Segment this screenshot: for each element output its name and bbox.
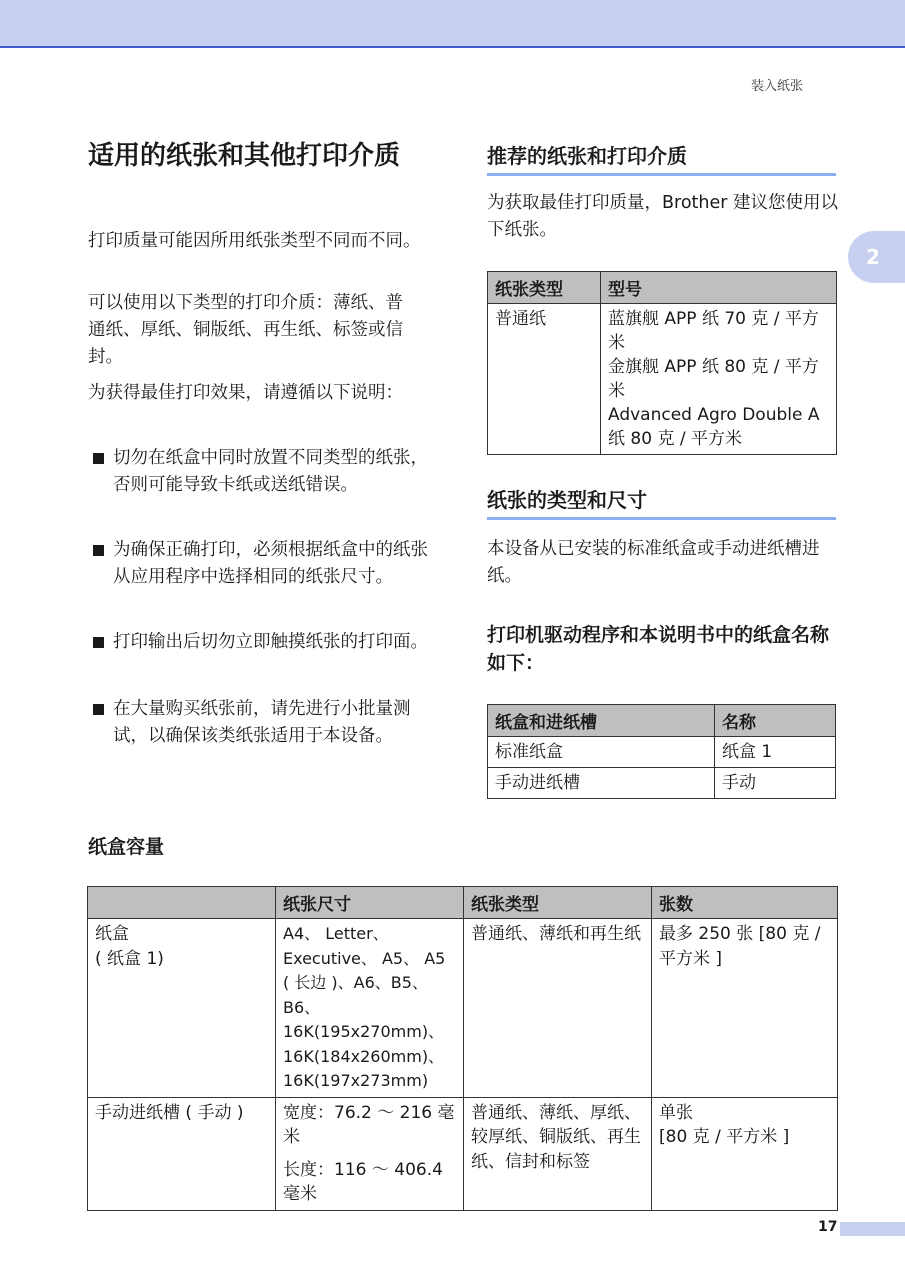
table-cell: 最多 250 张 [80 克 / 平方米 ] xyxy=(652,919,838,1098)
table-row xyxy=(488,737,836,768)
table-cell: 普通纸、薄纸、厚纸、较厚纸、铜版纸、再生纸、信封和标签 xyxy=(464,1097,652,1210)
bullet-square-icon xyxy=(93,453,104,464)
size-item: 16K(195x270mm)、 xyxy=(283,1022,445,1041)
list-item: 为确保正确打印，必须根据纸盒中的纸张从应用程序中选择相同的纸张尺寸。 xyxy=(93,537,433,591)
bullet-square-icon xyxy=(93,545,104,556)
instructions-paragraph: 为获得最佳打印效果，请遵循以下说明： xyxy=(88,383,403,403)
section-heading-capacity: 纸盒容量 xyxy=(88,836,165,858)
table-cell: 普通纸 xyxy=(488,304,601,455)
count-detail: [80 克 / 平方米 ] xyxy=(659,1127,790,1147)
table-cell: 普通纸、薄纸和再生纸 xyxy=(464,919,652,1098)
bullet-square-icon xyxy=(93,637,104,648)
tray-capacity-table xyxy=(87,886,838,1211)
table-header: 纸盒和进纸槽 xyxy=(488,705,715,737)
table-header: 纸张类型 xyxy=(488,272,601,304)
tray-label: 纸盒 xyxy=(95,924,129,944)
model-item: 金旗舰 APP 纸 80 克 / 平方米 xyxy=(608,357,819,401)
size-item: A4、 Letter、 xyxy=(283,924,389,943)
table-cell xyxy=(601,304,837,455)
chapter-tab: 2 xyxy=(848,231,905,283)
table-header: 型号 xyxy=(601,272,837,304)
size-item: 16K(197x273mm) xyxy=(283,1071,429,1090)
running-header: 装入纸张 xyxy=(751,79,804,94)
recommended-intro: 为获取最佳打印质量，Brother 建议您使用以下纸张。 xyxy=(487,193,838,240)
table-cell: 手动进纸槽 xyxy=(488,768,715,799)
table-header-row xyxy=(88,887,838,919)
table-cell xyxy=(652,1097,838,1210)
size-item: ( 长边 )、A6、B5、B6、 xyxy=(283,973,428,1017)
types-intro: 本设备从已安装的标准纸盒或手动进纸槽进纸。 xyxy=(487,539,820,586)
tray-name-table xyxy=(487,704,836,799)
page-number-bar xyxy=(840,1222,905,1236)
table-header: 张数 xyxy=(652,887,838,919)
table-cell: 手动 xyxy=(715,768,836,799)
table-header: 纸张尺寸 xyxy=(276,887,464,919)
model-item: 蓝旗舰 APP 纸 70 克 / 平方米 xyxy=(608,309,819,353)
media-types-paragraph: 可以使用以下类型的打印介质：薄纸、普通纸、厚纸、铜版纸、再生纸、标签或信封。 xyxy=(88,293,403,367)
section-heading-recommended: 推荐的纸张和打印介质 xyxy=(487,140,836,176)
list-item: 在大量购买纸张前，请先进行小批量测试，以确保该类纸张适用于本设备。 xyxy=(93,696,433,750)
section-heading-types: 纸张的类型和尺寸 xyxy=(487,484,836,520)
size-item: 16K(184x260mm)、 xyxy=(283,1046,445,1066)
table-cell xyxy=(276,1097,464,1210)
width-range: 宽度：76.2 ～ 216 毫米 xyxy=(283,1102,455,1147)
top-banner xyxy=(0,0,905,48)
page-number: 17 xyxy=(818,1219,838,1235)
length-range: 长度：116 ～ 406.4 毫米 xyxy=(283,1159,443,1204)
table-row xyxy=(88,1097,838,1210)
count-label: 单张 xyxy=(659,1102,693,1123)
table-header xyxy=(88,887,276,919)
table-row xyxy=(488,304,837,455)
bullet-square-icon xyxy=(93,704,104,715)
table-cell: 标准纸盒 xyxy=(488,737,715,768)
table-header-row xyxy=(488,705,836,737)
intro-paragraph: 打印质量可能因所用纸张类型不同而不同。 xyxy=(88,231,421,251)
table-header-row xyxy=(488,272,837,304)
list-item: 切勿在纸盒中同时放置不同类型的纸张，否则可能导致卡纸或送纸错误。 xyxy=(93,445,433,499)
list-item: 打印输出后切勿立即触摸纸张的打印面。 xyxy=(93,629,433,656)
table-row xyxy=(88,919,838,1098)
page-title: 适用的纸张和其他打印介质 xyxy=(88,141,401,171)
table-row xyxy=(488,768,836,799)
size-item: Executive、 A5、 A5 xyxy=(283,948,446,968)
table-header: 名称 xyxy=(715,705,836,737)
recommended-paper-table xyxy=(487,271,837,455)
table-cell: 纸盒 1 xyxy=(715,737,836,768)
table-header: 纸张类型 xyxy=(464,887,652,919)
table-cell xyxy=(88,919,276,1098)
table-cell xyxy=(276,919,464,1098)
tray-sublabel: ( 纸盒 1) xyxy=(95,948,164,969)
subheading-tray-names: 打印机驱动程序和本说明书中的纸盒名称如下： xyxy=(487,624,830,674)
table-cell: 手动进纸槽 ( 手动 ) xyxy=(88,1097,276,1210)
model-item: Advanced Agro Double A 纸 80 克 / 平方米 xyxy=(608,405,820,449)
